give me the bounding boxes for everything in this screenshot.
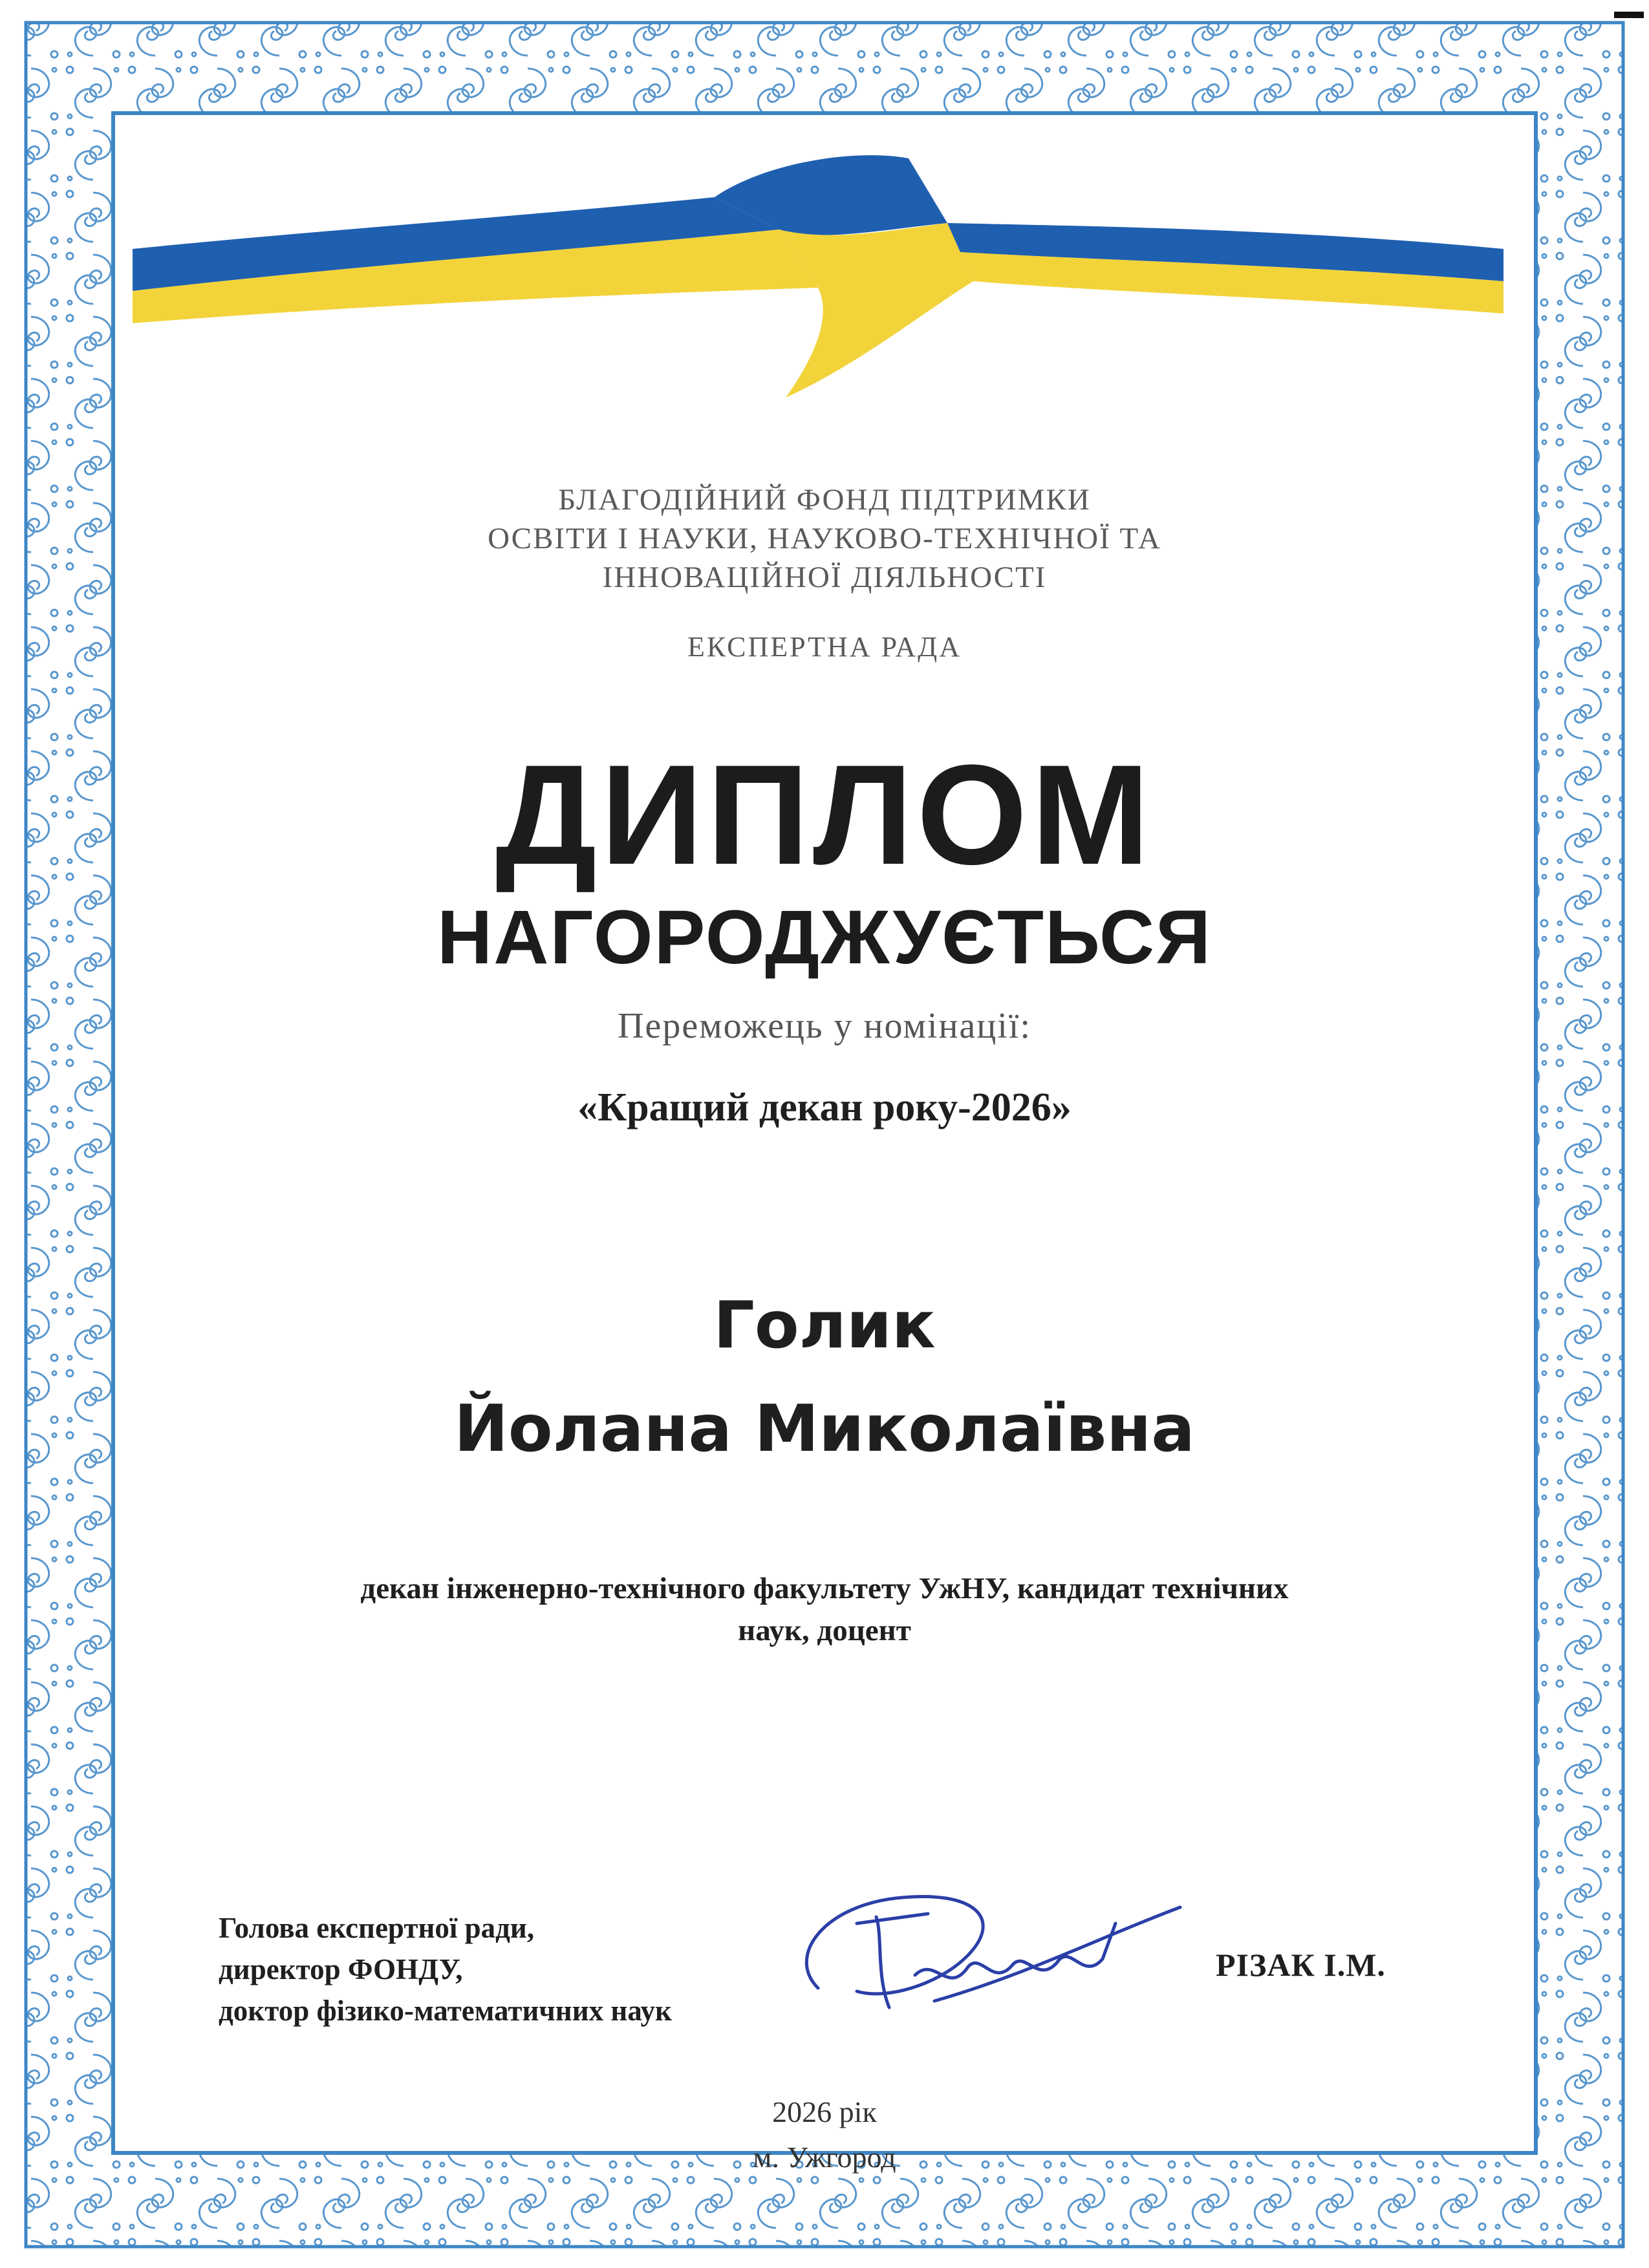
signatory-title-line2: директор ФОНДУ, <box>219 1953 463 1985</box>
handwritten-signature <box>779 1878 1187 2027</box>
winner-label: Переможець у номінації: <box>618 1006 1031 1046</box>
awarded-heading: НАГОРОДЖУЄТЬСЯ <box>437 895 1212 980</box>
signatory-title-line1: Голова експертної ради, <box>219 1912 535 1944</box>
scan-mark <box>1614 12 1644 18</box>
foundation-name-line3: ІННОВАЦІЙНОЇ ДІЯЛЬНОСТІ <box>602 561 1047 594</box>
issue-year: 2026 рік <box>772 2095 877 2128</box>
foundation-name-line2: ОСВІТИ І НАУКИ, НАУКОВО-ТЕХНІЧНОЇ ТА <box>488 522 1161 555</box>
expert-council: ЕКСПЕРТНА РАДА <box>687 631 962 663</box>
signatory-title-line3: доктор фізико-математичних наук <box>219 1995 672 2027</box>
recipient-position-line1: декан інженерно-технічного факультету УжНУ, кандидат технічних <box>360 1572 1289 1605</box>
recipient-surname: Голик <box>713 1287 936 1363</box>
diploma-title: ДИПЛОМ <box>495 735 1154 894</box>
recipient-given-names: Йолана Миколаївна <box>454 1391 1195 1466</box>
ribbon-twist-yellow <box>779 223 973 398</box>
issue-city: м. Ужгород <box>753 2141 896 2174</box>
recipient-position-line2: наук, доцент <box>738 1614 911 1647</box>
flag-ribbon <box>133 145 1503 404</box>
foundation-name-line1: БЛАГОДІЙНИЙ ФОНД ПІДТРИМКИ <box>558 483 1091 517</box>
nomination-title: «Кращий декан року-2026» <box>577 1086 1072 1129</box>
signatory-name: РІЗАК І.М. <box>1216 1947 1386 1983</box>
